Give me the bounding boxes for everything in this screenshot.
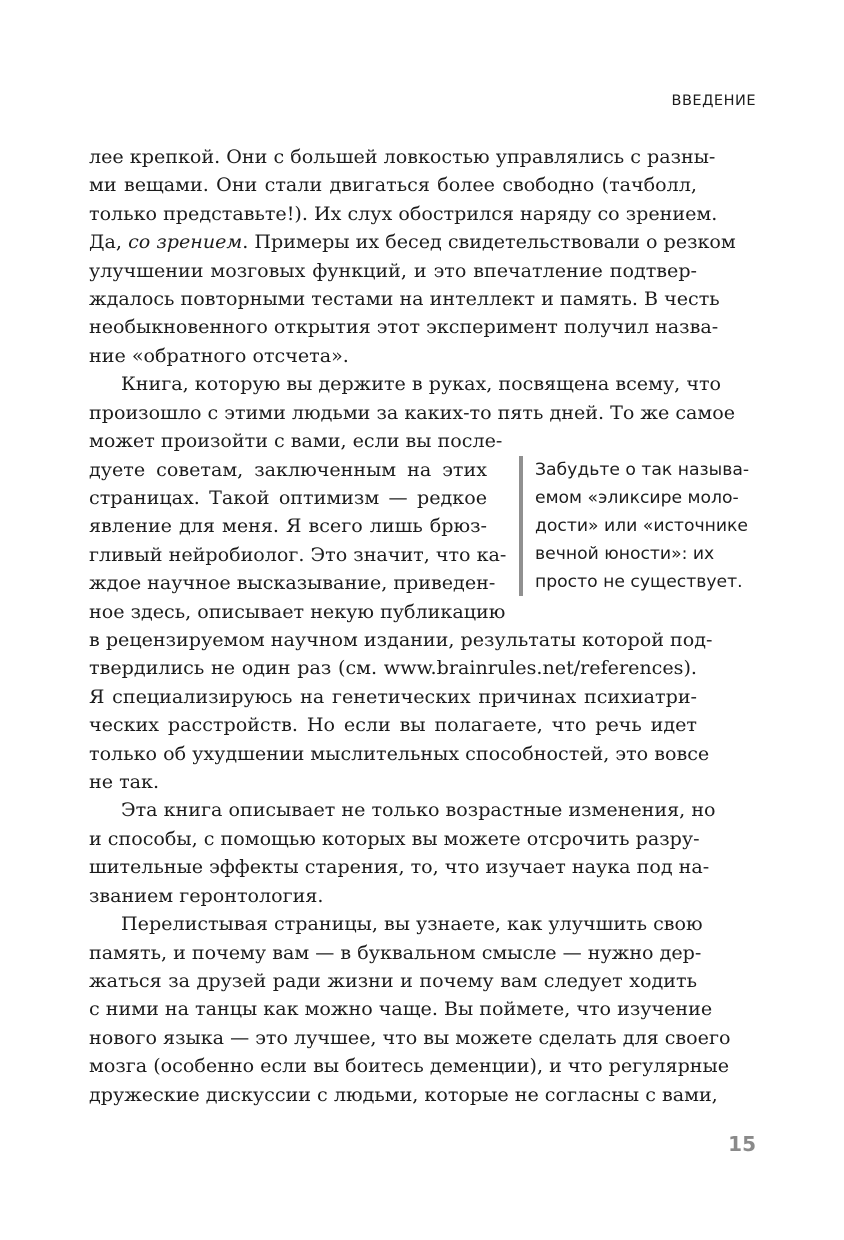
pull-quote-line: Забудьте о так называ- <box>535 460 750 480</box>
text-line: произошло с этими людьми за каких-то пять дней. То же самое <box>89 401 736 424</box>
text-line: жаться за друзей ради жизни и почему вам следует ходить <box>89 969 697 992</box>
text-line: не так. <box>89 770 160 793</box>
pull-quote <box>519 456 775 596</box>
text-line: ждалось повторными тестами на интеллект и память. В честь <box>89 287 720 310</box>
text-line: нового языка — это лучшее, что вы можете сделать для своего <box>89 1026 731 1049</box>
pull-quote-line: просто не существует. <box>535 572 743 592</box>
text-line: страницах. Такой оптимизм — редкое <box>89 486 487 509</box>
text-line: Я специализируюсь на генетических причинах психиатри- <box>89 685 697 708</box>
text-line: память, и почему вам — в буквальном смысле — нужно дер- <box>89 941 702 964</box>
text-line: дуете советам, заключенным на этих <box>89 458 487 481</box>
text-line: с ними на танцы как можно чаще. Вы поймете, что изучение <box>89 997 713 1020</box>
text-line: в рецензируемом научном издании, результаты которой под- <box>89 628 713 651</box>
text-line: твердились не один раз (см. www.brainrules.net/references). <box>89 656 697 679</box>
text-line: явление для меня. Я всего лишь брюз- <box>89 514 487 537</box>
text-line: только об ухудшении мыслительных способностей, это вовсе <box>89 742 710 765</box>
text-line: ние «обратного отсчета». <box>89 344 349 367</box>
text-line: ждое научное высказывание, приведен- <box>89 571 496 594</box>
text-line: лее крепкой. Они с большей ловкостью управлялись с разны- <box>89 145 716 168</box>
text-line <box>89 228 736 256</box>
page-number: 15 <box>728 1132 756 1156</box>
text-line: необыкновенного открытия этот эксперимент получил назва- <box>89 315 719 338</box>
text-line: Перелистывая страницы, вы узнаете, как улучшить свою <box>121 912 703 935</box>
text-line: Эта книга описывает не только возрастные изменения, но <box>121 798 716 821</box>
text-line: званием геронтология. <box>89 884 324 907</box>
text-line: Книга, которую вы держите в руках, посвящена всему, что <box>121 372 721 395</box>
text-line: ное здесь, описывает некую публикацию <box>89 600 506 623</box>
text-line: ми вещами. Они стали двигаться более свободно (тачболл, <box>89 173 697 196</box>
text-line: улучшении мозговых функций, и это впечатление подтвер- <box>89 259 697 282</box>
emphasis-text: со зрением <box>128 230 243 253</box>
text-line: может произойти с вами, если вы после- <box>89 429 503 452</box>
pull-quote-line: емом «эликсире моло- <box>535 488 739 508</box>
text-line: гливый нейробиолог. Это значит, что ка- <box>89 543 507 566</box>
pull-quote-line: вечной юности»: их <box>535 544 715 564</box>
pull-quote-line: дости» или «источнике <box>535 516 748 536</box>
text-line: шительные эффекты старения, то, что изучает наука под на- <box>89 855 710 878</box>
running-head: ВВЕДЕНИЕ <box>671 93 756 109</box>
text-line: только представьте!). Их слух обострился наряду со зрением. <box>89 202 718 225</box>
text-segment: Да, <box>89 230 122 253</box>
text-line: мозга (особенно если вы боитесь деменции), и что регулярные <box>89 1054 730 1077</box>
text-line: ческих расстройств. Но если вы полагаете, что речь идет <box>89 713 697 736</box>
text-line: дружеские дискуссии с людьми, которые не согласны с вами, <box>89 1083 718 1106</box>
text-segment: . Примеры их бесед свидетельствовали о резком <box>242 230 736 253</box>
text-line: и способы, с помощью которых вы можете отсрочить разру- <box>89 827 700 850</box>
